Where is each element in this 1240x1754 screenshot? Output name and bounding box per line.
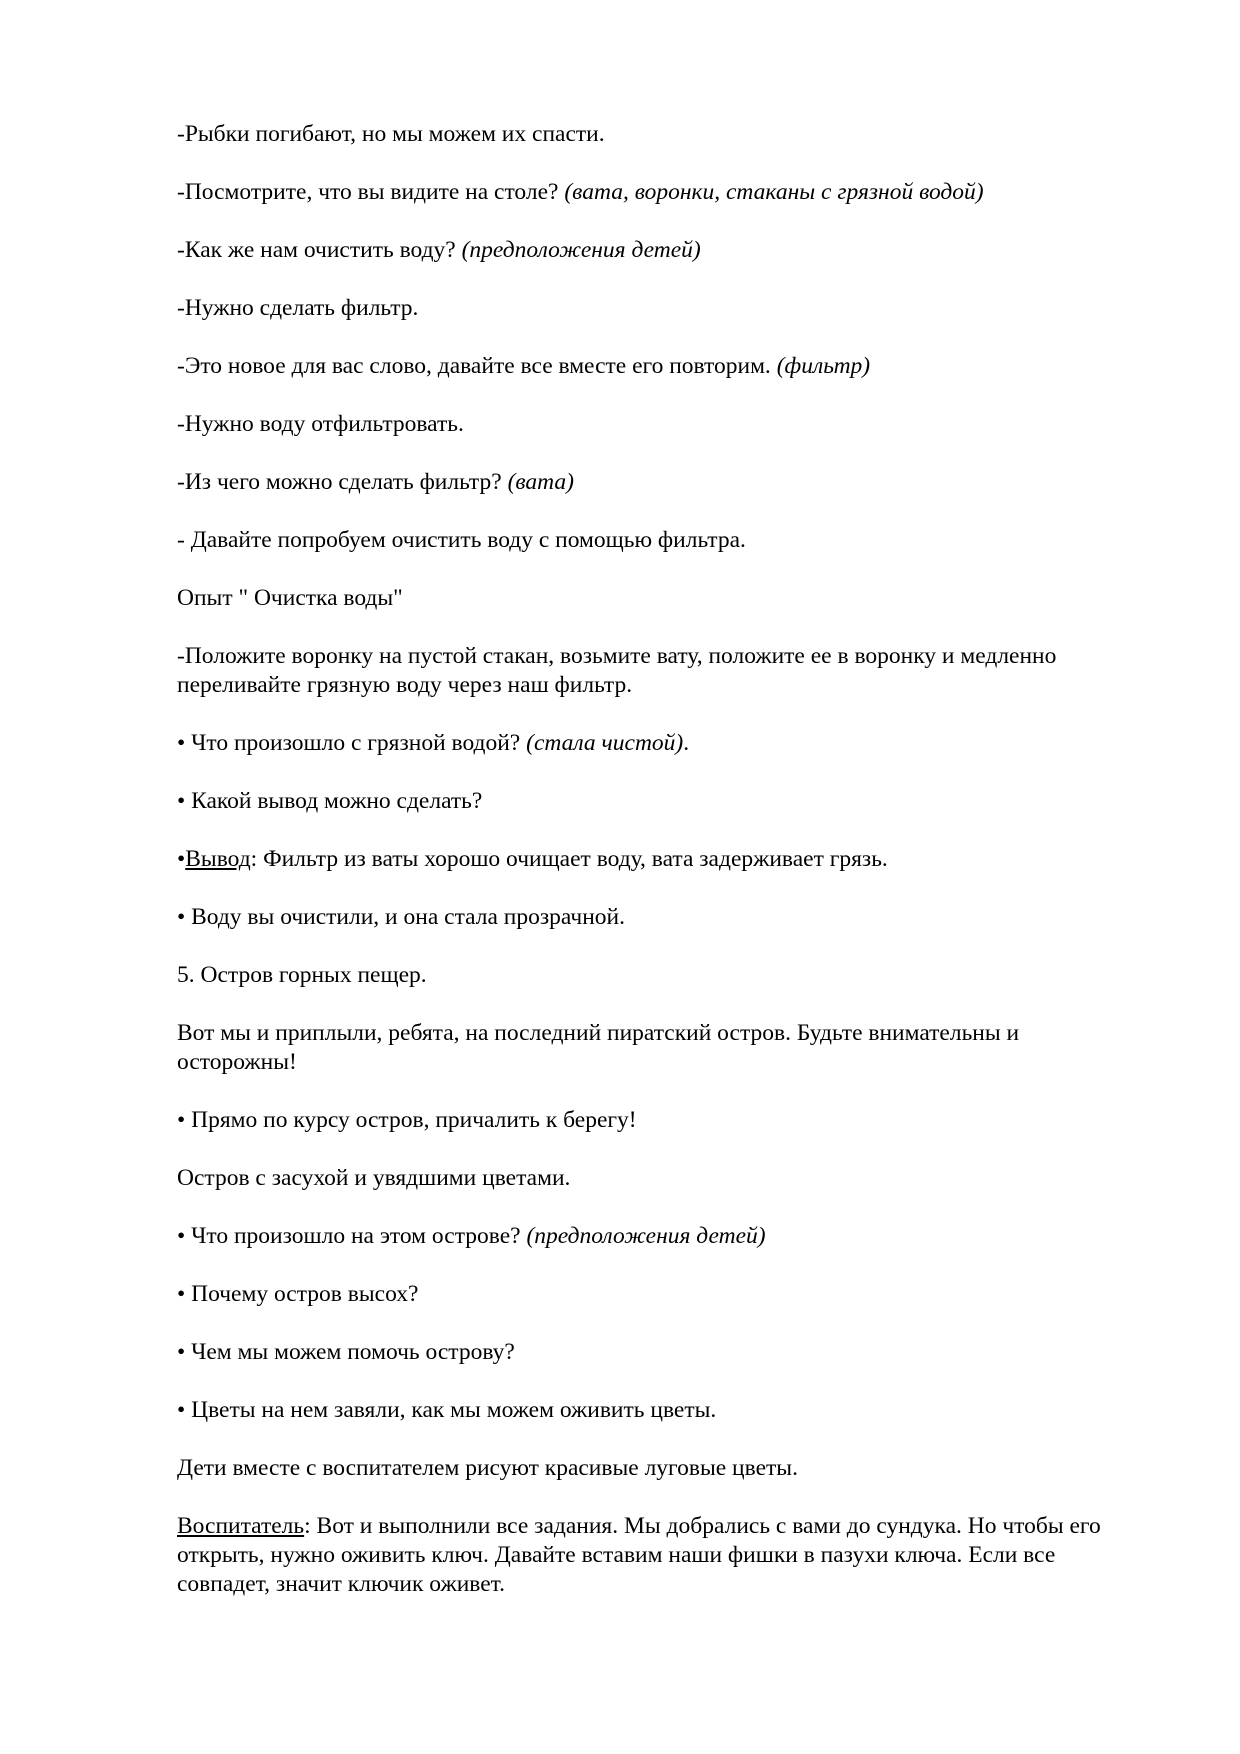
paragraph-table: -Посмотрите, что вы видите на столе? (вата, воронки, стаканы с грязной водой)	[177, 179, 984, 205]
conclusion-line: •Вывод: Фильтр из ваты хорошо очищает воду, вата задерживает грязь.	[177, 846, 888, 872]
paragraph-filter-material: -Из чего можно сделать фильтр? (вата)	[177, 469, 575, 495]
paragraph-new-word: -Это новое для вас слово, давайте все вместе его повторим. (фильтр)	[177, 353, 871, 379]
paragraph-fish: -Рыбки погибают, но мы можем их спасти.	[177, 121, 605, 147]
bullet-cleaned: • Воду вы очистили, и она стала прозрачной.	[177, 904, 625, 930]
bullet-conclusion-question: • Какой вывод можно сделать?	[177, 788, 483, 814]
bullet-what-island: • Что произошло на этом острове? (предположения детей)	[177, 1223, 766, 1249]
bullet-what-happened: • Что произошло с грязной водой? (стала чистой).	[177, 730, 690, 756]
paragraph-teacher: Воспитатель: Вот и выполнили все задания. Мы добрались с вами до сундука. Но чтобы его открыть, нужно оживить ключ. Давайте вставим наши фишки в пазухи ключа. Если все совпадет, значит ключик оживет.	[177, 1513, 1101, 1597]
paragraph-filter-water: -Нужно воду отфильтровать.	[177, 411, 464, 437]
experiment-heading: Опыт " Очистка воды"	[177, 585, 403, 611]
paragraph-drought: Остров с засухой и увядшими цветами.	[177, 1165, 571, 1191]
paragraph-last-island: Вот мы и приплыли, ребята, на последний пиратский остров. Будьте внимательны и осторожны!	[177, 1020, 1020, 1075]
paragraph-drawing: Дети вместе с воспитателем рисуют красивые луговые цветы.	[177, 1455, 798, 1481]
paragraph-filter: -Нужно сделать фильтр.	[177, 295, 419, 321]
bullet-flowers: • Цветы на нем завяли, как мы можем оживить цветы.	[177, 1397, 717, 1423]
bullet-moor: • Прямо по курсу остров, причалить к берегу!	[177, 1107, 637, 1133]
paragraph-clean-water: -Как же нам очистить воду? (предположения детей)	[177, 237, 701, 263]
conclusion-label: Вывод	[185, 846, 251, 872]
section-heading-island: 5. Остров горных пещер.	[177, 962, 427, 988]
paragraph-try: - Давайте попробуем очистить воду с помощью фильтра.	[177, 527, 746, 553]
bullet-help: • Чем мы можем помочь острову?	[177, 1339, 515, 1365]
paragraph-instructions: -Положите воронку на пустой стакан, возьмите вату, положите ее в воронку и медленно переливайте грязную воду через наш фильтр.	[177, 643, 1057, 698]
bullet-why-dry: • Почему остров высох?	[177, 1281, 419, 1307]
teacher-label: Воспитатель	[177, 1513, 305, 1539]
